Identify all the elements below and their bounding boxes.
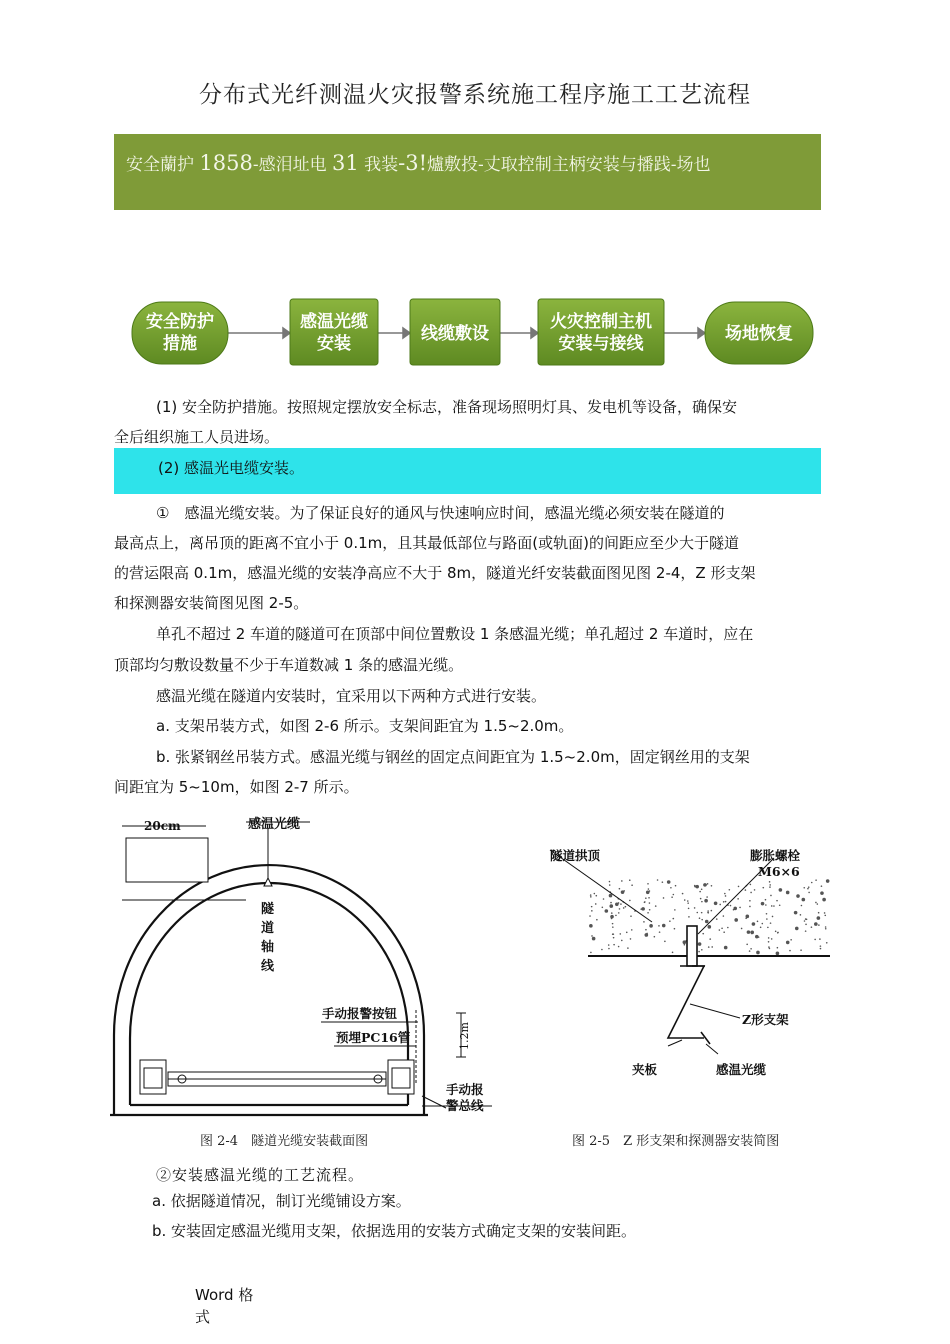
- rock-dot: [708, 946, 710, 948]
- rock-dot: [766, 913, 768, 915]
- rock-dot: [768, 937, 770, 939]
- rock-dot: [643, 921, 645, 923]
- rock-dot: [649, 924, 653, 928]
- fig24-label-axis: 隧 道 轴 线: [261, 902, 275, 974]
- rock-dot: [694, 907, 696, 909]
- rock-dot: [795, 927, 799, 931]
- para-7: ②安装感温光缆的工艺流程。: [156, 1166, 365, 1184]
- rock-dot: [703, 883, 707, 887]
- rock-dot: [822, 898, 826, 902]
- rock-dot: [769, 886, 771, 888]
- rock-dot: [618, 902, 620, 904]
- rock-dot: [821, 885, 823, 887]
- fig25-caption: 图 2-5 Z 形支架和探测器安装简图: [572, 1134, 780, 1149]
- rock-dot: [659, 931, 661, 933]
- rock-dot: [814, 922, 818, 926]
- rock-dot: [771, 905, 773, 907]
- fig25-label-bolt-spec: M6×6: [758, 864, 800, 879]
- rock-dot: [738, 886, 740, 888]
- flow-step-5: [705, 302, 813, 364]
- rock-dot: [629, 900, 631, 902]
- rock-dot: [705, 920, 709, 924]
- rock-dot: [714, 902, 718, 906]
- rock-dot: [804, 920, 806, 922]
- fig25-label-bracket: Z形支架: [742, 1012, 789, 1027]
- rock-dot: [688, 908, 690, 910]
- rock-dot: [594, 893, 596, 895]
- rock-dot: [684, 944, 686, 946]
- rock-dot: [723, 901, 725, 903]
- rock-dot: [724, 946, 728, 950]
- para-3-line1: 单孔不超过 2 车道的隧道可在顶部中间位置敷设 1 条感温光缆；单孔超过 2 车道时，应在: [156, 625, 754, 643]
- rock-dot: [701, 912, 703, 914]
- rock-dot: [724, 893, 726, 895]
- rock-dot: [589, 924, 593, 928]
- flow-step-label: 安装与接线: [558, 334, 644, 354]
- rock-dot: [787, 892, 789, 894]
- para-4: 感温光缆在隧道内安装时，宜采用以下两种方式进行安装。: [156, 687, 547, 705]
- rock-dot: [662, 881, 664, 883]
- rock-dot: [605, 909, 609, 913]
- rock-dot: [615, 915, 617, 917]
- rock-dot: [591, 910, 593, 912]
- rock-dot: [613, 933, 615, 935]
- rock-dot: [769, 884, 771, 886]
- rock-dot: [719, 904, 721, 906]
- rock-dot: [711, 910, 713, 912]
- figure-2-5: [540, 840, 850, 1100]
- rock-dot: [625, 906, 627, 908]
- para-2-line4: 和探测器安装简图见图 2-5。: [114, 594, 309, 612]
- flow-step-4: [538, 299, 664, 365]
- rock-dot: [673, 894, 675, 896]
- rock-dot: [756, 951, 760, 955]
- rock-dot: [815, 879, 817, 881]
- rock-dot: [700, 898, 702, 900]
- rock-dot: [711, 946, 713, 948]
- flow-step-label: 线缆敷设: [421, 324, 489, 344]
- rock-dot: [723, 915, 725, 917]
- rock-dot: [716, 918, 718, 920]
- rock-dot: [725, 901, 727, 903]
- rock-dot: [819, 938, 821, 940]
- rock-dot: [750, 884, 752, 886]
- rock-dot: [729, 889, 731, 891]
- z-bracket-drawing: [540, 840, 850, 1100]
- rock-dot: [745, 889, 747, 891]
- rock-dot: [752, 922, 756, 926]
- rock-dot: [675, 885, 677, 887]
- rock-dot: [765, 904, 767, 906]
- rock-dot: [655, 905, 657, 907]
- banner-segment: 1858: [199, 151, 253, 175]
- rock-dot: [601, 949, 603, 951]
- rock-dot: [623, 890, 625, 892]
- rock-dot: [779, 904, 781, 906]
- rock-dot: [805, 930, 807, 932]
- section-heading-band: [114, 448, 821, 494]
- rock-dot: [630, 915, 632, 917]
- rock-dot: [684, 899, 686, 901]
- rock-dot: [698, 942, 702, 946]
- rock-dot: [619, 908, 621, 910]
- rock-dot: [770, 922, 772, 924]
- footer-watermark: Word 格式: [195, 1286, 254, 1326]
- rock-dot: [820, 891, 824, 895]
- rock-dot: [589, 915, 591, 917]
- rock-dot: [645, 929, 647, 931]
- rock-dot: [674, 928, 676, 930]
- rock-dot: [609, 884, 611, 886]
- rock-dot: [663, 897, 665, 899]
- rock-dot: [613, 937, 615, 939]
- rock-dot: [811, 882, 813, 884]
- fig24-label-button: 手动报警按钮: [322, 1006, 398, 1021]
- rock-dot: [741, 928, 743, 930]
- rock-dot: [649, 902, 651, 904]
- rock-dot: [733, 907, 737, 911]
- rock-dot: [711, 885, 713, 887]
- rock-dot: [750, 948, 752, 950]
- rock-dot: [801, 905, 803, 907]
- rock-dot: [610, 915, 614, 919]
- page-title: 分布式光纤测温火灾报警系统施工程序施工工艺流程: [199, 82, 751, 108]
- rock-dot: [687, 900, 689, 902]
- para-1-line2: 全后组织施工人员进场。: [114, 428, 280, 446]
- para-2-line2: 最高点上，离吊顶的距离不宜小于 0.1m，且其最低部位与路面(或轨面)的间距应至少大于隧道: [114, 534, 739, 552]
- fig24-label-pipe: 预埋PC16管: [336, 1030, 411, 1045]
- rock-dot: [776, 952, 780, 956]
- rock-dot: [621, 940, 623, 942]
- banner-segment: 爐敷投-丈取控制主柄安装与播践-场也: [427, 155, 711, 175]
- para-2-line3: 的营运限高 0.1m，感温光缆的安装净高应不大于 8m，隧道光纤安装截面图见图 2-4，Z 形支架: [114, 564, 756, 582]
- para-1-line1: (1) 安全防护措施。按照规定摆放安全标志，准备现场照明灯具、发电机等设备，确保安: [156, 398, 738, 416]
- rock-dot: [609, 894, 613, 898]
- rock-dot: [760, 926, 762, 928]
- flow-step-label: 措施: [163, 334, 197, 354]
- rock-dot: [696, 912, 698, 914]
- rock-dot: [645, 934, 647, 936]
- rock-dot: [796, 894, 800, 898]
- flow-step-label: 安全防护: [146, 312, 214, 332]
- rock-dot: [707, 910, 709, 912]
- flow-step-1: [132, 302, 228, 364]
- rock-dot: [647, 912, 649, 914]
- banner-text: [126, 150, 711, 175]
- rock-dot: [646, 933, 648, 935]
- rock-dot: [745, 917, 747, 919]
- para-8: a. 依据隧道情况，制订光缆铺设方案。: [152, 1192, 411, 1210]
- rock-dot: [727, 927, 729, 929]
- rock-dot: [688, 916, 690, 918]
- rock-dot: [699, 917, 701, 919]
- rock-dot: [808, 886, 810, 888]
- fig25-label-bolt: 膨胀螺栓: [750, 848, 801, 863]
- rock-dot: [794, 911, 798, 915]
- rock-dot: [630, 938, 632, 940]
- rock-dot: [623, 907, 625, 909]
- rock-dot: [824, 915, 826, 917]
- rock-dot: [772, 916, 774, 918]
- flowchart-svg: [128, 296, 818, 370]
- rock-dot: [770, 895, 772, 897]
- rock-dot: [649, 909, 651, 911]
- rock-dot: [647, 883, 649, 885]
- rock-dot: [595, 903, 597, 905]
- fig24-label-bus-2: 警总线: [446, 1098, 484, 1113]
- rock-dot: [619, 933, 621, 935]
- rock-dot: [611, 912, 613, 914]
- rock-dot: [603, 898, 605, 900]
- rock-dot: [672, 918, 674, 920]
- para-6-line2: 间距宜为 5~10m，如图 2-7 所示。: [114, 778, 359, 796]
- rock-dot: [721, 927, 723, 929]
- rock-dot: [618, 912, 620, 914]
- rock-dot: [649, 890, 651, 892]
- fig24-label-height: 1.2m: [458, 1022, 471, 1050]
- rock-dot: [826, 942, 828, 944]
- rock-dot: [595, 895, 597, 897]
- rock-dot: [610, 902, 612, 904]
- rock-dot: [608, 948, 610, 950]
- flow-step-2: [290, 299, 378, 365]
- rock-dot: [701, 888, 703, 890]
- rock-dot: [749, 906, 751, 908]
- rock-dot: [627, 947, 629, 949]
- rock-dot: [749, 950, 751, 952]
- rock-dot: [672, 952, 674, 954]
- banner-segment: -3!: [398, 151, 428, 175]
- rock-dot: [761, 923, 763, 925]
- figure-2-4: [96, 810, 516, 1120]
- rock-dot: [765, 899, 767, 901]
- rock-dot: [682, 893, 684, 895]
- fig25-label-clamp: 夹板: [632, 1062, 658, 1077]
- rock-dot: [808, 892, 810, 894]
- rock-dot: [749, 900, 751, 902]
- para-2-line1: ① 感温光缆安装。为了保证良好的通风与快速响应时间，感温光缆必须安装在隧道的: [156, 504, 725, 522]
- rock-dot: [631, 884, 633, 886]
- rock-dot: [754, 889, 756, 891]
- rock-dot: [737, 898, 739, 900]
- rock-dot: [818, 912, 820, 914]
- para-3-line2: 顶部均匀敷设数量不少于车道数减 1 条的感温光缆。: [114, 656, 464, 674]
- rock-dot: [687, 902, 689, 904]
- rock-dot: [619, 888, 621, 890]
- rock-dot: [667, 880, 671, 884]
- rock-dot: [591, 906, 593, 908]
- banner-segment: 安全蘭护: [126, 155, 200, 175]
- rock-dot: [817, 916, 821, 920]
- rock-dot: [734, 918, 738, 922]
- banner-segment: -感泪址电: [252, 155, 333, 175]
- rock-dot: [701, 901, 703, 903]
- rock-dot: [769, 881, 771, 883]
- rock-dot: [608, 944, 610, 946]
- rock-dot: [815, 902, 817, 904]
- rock-dot: [658, 925, 660, 927]
- rock-dot: [609, 904, 613, 908]
- rock-dot: [820, 945, 822, 947]
- rock-dot: [790, 939, 792, 941]
- rock-dot: [786, 941, 790, 945]
- rock-dot: [768, 946, 770, 948]
- rock-dot: [618, 946, 620, 948]
- rock-dot: [612, 923, 614, 925]
- fig24-label-bus-1: 手动报: [446, 1082, 484, 1097]
- rock-dot: [773, 905, 775, 907]
- rock-dot: [609, 881, 611, 883]
- rock-dot: [596, 919, 598, 921]
- rock-dot: [768, 941, 770, 943]
- rock-dot: [817, 903, 819, 905]
- rock-dot: [814, 939, 816, 941]
- para-9: b. 安装固定感温光缆用支架，依据选用的安装方式确定支架的安装间距。: [152, 1222, 637, 1240]
- rock-dot: [771, 938, 773, 940]
- rock-dot: [698, 951, 700, 953]
- rock-dot: [620, 903, 622, 905]
- rock-dot: [709, 938, 711, 940]
- rock-dot: [644, 902, 646, 904]
- rock-dot: [762, 887, 764, 889]
- rock-dot: [590, 894, 592, 896]
- section-heading: (2) 感温光电缆安装。: [158, 459, 305, 477]
- garbled-banner: [114, 134, 821, 210]
- rock-dot: [746, 944, 748, 946]
- rock-dot: [701, 949, 703, 951]
- rock-dot: [602, 907, 604, 909]
- rock-dot: [645, 897, 647, 899]
- para-5: a. 支架吊装方式，如图 2-6 所示。支架间距宜为 1.5~2.0m。: [156, 717, 574, 735]
- rock-dot: [800, 949, 802, 951]
- rock-dot: [662, 924, 666, 928]
- rock-dot: [751, 933, 753, 935]
- rock-dot: [702, 933, 704, 935]
- rock-dot: [803, 887, 805, 889]
- rock-dot: [723, 931, 725, 933]
- rock-dot: [800, 914, 802, 916]
- flow-step-label: 火灾控制主机: [550, 312, 652, 332]
- process-flowchart: [128, 296, 818, 370]
- rock-dot: [706, 896, 708, 898]
- rock-dot: [704, 899, 708, 903]
- fig25-label-vault: 隧道拱顶: [550, 848, 601, 863]
- tunnel-section-drawing: [96, 810, 516, 1120]
- para-6-line1: b. 张紧钢丝吊装方式。感温光缆与钢丝的固定点间距宜为 1.5~2.0m，固定钢丝用的支架: [156, 748, 750, 766]
- rock-dot: [775, 930, 777, 932]
- rock-dot: [648, 888, 650, 890]
- rock-dot: [806, 919, 808, 921]
- rock-dot: [674, 909, 676, 911]
- flow-step-label: 感温光缆: [300, 312, 368, 332]
- rock-dot: [629, 879, 631, 881]
- rock-dot: [725, 895, 727, 897]
- rock-dot: [612, 926, 614, 928]
- fig25-label-cable: 感温光缆: [716, 1062, 767, 1077]
- rock-dot: [818, 924, 820, 926]
- rock-dot: [631, 929, 633, 931]
- rock-dot: [613, 944, 615, 946]
- fig24-label-20cm: 20cm: [144, 819, 181, 833]
- rock-dot: [805, 924, 807, 926]
- rock-dot: [708, 925, 712, 929]
- rock-dot: [730, 905, 732, 907]
- rock-dot: [641, 907, 645, 911]
- rock-dot: [654, 936, 656, 938]
- rock-dot: [825, 926, 827, 928]
- rock-dot: [591, 935, 593, 937]
- rock-dot: [671, 896, 673, 898]
- rock-dot: [747, 930, 751, 934]
- rock-dot: [670, 887, 672, 889]
- rock-dot: [825, 928, 827, 930]
- rock-dot: [826, 879, 830, 883]
- rock-dot: [750, 892, 752, 894]
- rock-dot: [789, 950, 791, 952]
- flow-step-3: [410, 299, 500, 365]
- fig24-label-cable: 感温光缆: [248, 817, 301, 832]
- rock-dot: [802, 898, 806, 902]
- rock-dot: [694, 885, 696, 887]
- rock-dot: [669, 920, 671, 922]
- rock-dot: [699, 891, 701, 893]
- rock-dot: [592, 937, 596, 941]
- rock-dot: [648, 897, 650, 899]
- rock-dot: [695, 885, 699, 889]
- rock-dot: [739, 907, 741, 909]
- rock-dot: [590, 896, 592, 898]
- fig24-caption: 图 2-4 隧道光缆安装截面图: [200, 1134, 369, 1149]
- rock-dot: [807, 888, 809, 890]
- flow-step-label: 安装: [317, 334, 351, 354]
- banner-segment: 我装: [358, 155, 399, 175]
- rock-dot: [707, 883, 709, 885]
- rock-dot: [777, 947, 779, 949]
- banner-segment: 31: [332, 151, 359, 175]
- rock-dot: [820, 948, 822, 950]
- rock-dot: [621, 880, 623, 882]
- rock-dot: [626, 932, 628, 934]
- rock-dot: [758, 936, 760, 938]
- rock-dot: [719, 929, 721, 931]
- rock-dot: [777, 932, 779, 934]
- rock-dot: [707, 912, 709, 914]
- rock-dot: [757, 921, 759, 923]
- rock-dot: [761, 902, 765, 906]
- rock-dot: [811, 926, 813, 928]
- rock-dot: [664, 941, 666, 943]
- rock-dot: [766, 918, 768, 920]
- rock-dot: [767, 927, 769, 929]
- rock-dot: [657, 879, 659, 881]
- rock-dot: [776, 900, 778, 902]
- rock-dot: [590, 952, 592, 954]
- flow-step-label: 场地恢复: [725, 324, 793, 344]
- rock-dot: [824, 912, 826, 914]
- rock-dot: [701, 919, 703, 921]
- rock-dot: [779, 888, 783, 892]
